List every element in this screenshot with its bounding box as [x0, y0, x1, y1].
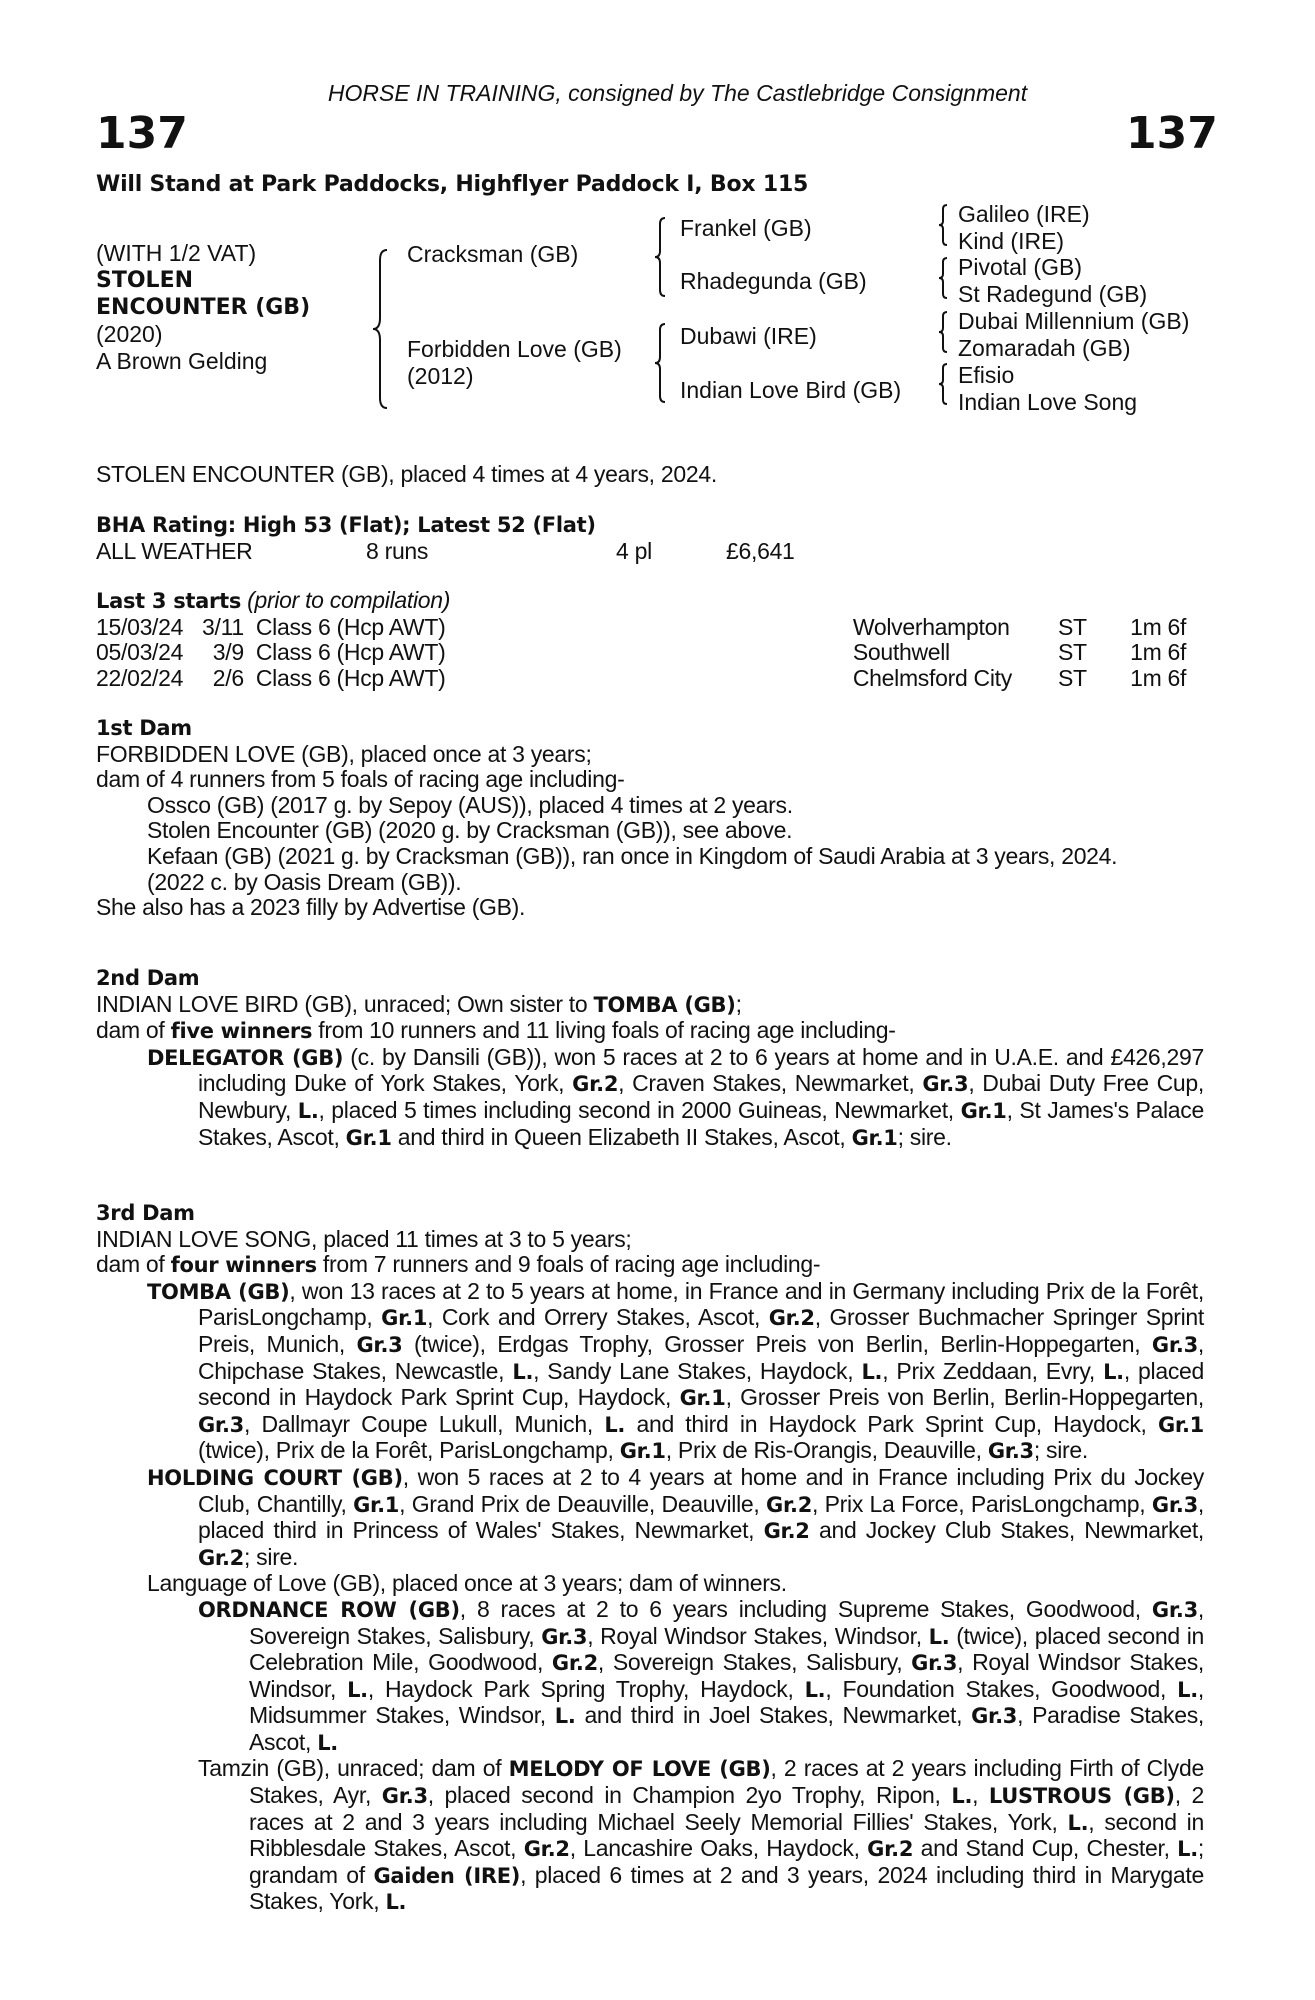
text-run: and Jockey Club Stakes, Newmarket,	[809, 1517, 1204, 1544]
rating-runs: 8 runs	[366, 537, 429, 564]
text-run: , Lancashire Oaks, Haydock,	[569, 1835, 868, 1862]
produce-item: Ossco (GB) (2017 g. by Sepoy (AUS)), placed 4 times at 2 years.	[147, 791, 793, 818]
bold-horse-name: MELODY OF LOVE (GB)	[508, 1757, 771, 1782]
bold-winners: five winners	[170, 1019, 313, 1044]
text-run: , placed third in Princess of Wales' Stakes, Newmarket,	[198, 1490, 1204, 1544]
brace-ggp-4	[936, 362, 950, 406]
text-run: , Sovereign Stakes, Salisbury,	[597, 1649, 912, 1676]
start-course: Wolverhampton	[852, 613, 1010, 640]
consignor-line: HORSE IN TRAINING, consigned by The Castlebridge Consignment	[327, 80, 1028, 106]
grade: Gr.3	[1151, 1597, 1198, 1622]
grade: Gr.3	[356, 1332, 403, 1357]
text-run: from 10 runners and 11 living foals of racing age including-	[312, 1017, 896, 1044]
text-run: , placed 5 times including second in 2000 Guineas, Newmarket,	[318, 1096, 961, 1123]
grade: L.	[861, 1359, 883, 1384]
text-run: , won 13 races at 2 to 5 years at home, in France and in Germany including Prix de la Forêt, ParisLongchamp,	[198, 1277, 1204, 1331]
text-run: INDIAN LOVE BIRD (GB), unraced; Own sister to	[96, 990, 594, 1017]
produce-item-tomba	[96, 1279, 1204, 1465]
start-pos: 2/6	[212, 664, 244, 691]
grade: Gr.3	[381, 1784, 428, 1809]
brace-ggp-2	[936, 256, 950, 300]
bold-horse-name: HOLDING COURT (GB)	[147, 1465, 403, 1490]
produce-item: (2022 c. by Oasis Dream (GB)).	[147, 868, 462, 895]
pedigree-dam-year: (2012)	[407, 363, 474, 389]
start-course: Chelmsford City	[852, 664, 1012, 691]
text-run: , Grosser Buchmacher Springer Sprint Preis, Munich,	[198, 1304, 1204, 1357]
race-summary: STOLEN ENCOUNTER (GB), placed 4 times at 4 years, 2024.	[96, 461, 717, 487]
second-dam-title: 2nd Dam	[96, 966, 200, 990]
text-run: (twice), Prix de la Forêt, ParisLongchamp,	[198, 1437, 620, 1464]
text-run: , Prix Zeddaan, Evry,	[882, 1357, 1104, 1384]
first-dam-line1: FORBIDDEN LOVE (GB), placed once at 3 years;	[96, 740, 592, 767]
last-starts-heading	[96, 588, 1204, 615]
grade: Gr.3	[1151, 1492, 1198, 1517]
grade: L.	[1177, 1837, 1198, 1862]
start-going: ST	[1058, 664, 1087, 691]
text-run: , Cork and Orrery Stakes, Ascot,	[427, 1304, 769, 1331]
grade: L.	[1177, 1677, 1198, 1702]
text-run: (twice), Erdgas Trophy, Grosser Preis von Berlin, Berlin-Hoppegarten,	[402, 1330, 1152, 1357]
text-run: Tamzin (GB), unraced; dam of	[198, 1755, 509, 1782]
vat-note: (WITH 1/2 VAT)	[96, 240, 257, 266]
produce-item-tamzin	[96, 1756, 1204, 1916]
text-run: dam of	[96, 1017, 171, 1044]
grade: Gr.3	[922, 1072, 969, 1097]
start-going: ST	[1058, 639, 1087, 666]
pedigree-sire-sire: Frankel (GB)	[680, 215, 812, 241]
start-pos: 3/9	[212, 639, 244, 666]
pedigree-sire-dam: Rhadegunda (GB)	[680, 268, 867, 294]
bold-horse-name: ORDNANCE ROW (GB)	[198, 1597, 460, 1622]
second-dam-section	[96, 966, 1204, 1151]
start-row	[96, 640, 1204, 666]
start-class: Class 6 (Hcp AWT)	[255, 664, 446, 691]
first-dam-footer: She also has a 2023 filly by Advertise (GB).	[96, 894, 526, 921]
bha-rating: BHA Rating: High 53 (Flat); Latest 52 (Flat)	[96, 513, 596, 537]
text-run: , Dallmayr Coupe Lukull, Munich,	[244, 1410, 605, 1437]
last-starts-table	[96, 615, 1204, 692]
start-class: Class 6 (Hcp AWT)	[255, 639, 446, 666]
bold-horse-name: TOMBA (GB)	[593, 992, 736, 1017]
start-course: Southwell	[852, 639, 950, 666]
start-class: Class 6 (Hcp AWT)	[255, 613, 446, 640]
rating-surface: ALL WEATHER	[96, 537, 253, 564]
text-run: dam of	[96, 1251, 171, 1278]
text-run: , placed second in Champion 2yo Trophy, Ripon,	[427, 1782, 952, 1809]
pedigree-dam: Forbidden Love (GB)	[407, 336, 622, 362]
brace-ggp-3	[936, 310, 950, 354]
text-run: , placed second in Haydock Park Sprint Cup, Haydock,	[198, 1357, 1205, 1411]
start-row	[96, 615, 1204, 641]
text-run: , Foundation Stakes, Goodwood,	[825, 1675, 1178, 1702]
text-run: , Sovereign Stakes, Salisbury,	[249, 1595, 1204, 1649]
grade: Gr.3	[911, 1651, 958, 1676]
grade: Gr.1	[345, 1125, 392, 1150]
horse-identity	[96, 240, 310, 375]
text-run: , Haydock Park Spring Trophy, Haydock,	[367, 1675, 805, 1702]
grade: L.	[512, 1359, 534, 1384]
grade: L.	[297, 1098, 319, 1123]
first-dam-section	[96, 716, 1204, 921]
text-run: ; sire.	[244, 1543, 299, 1570]
lot-number-left: 137	[96, 108, 188, 159]
text-run: , Grosser Preis von Berlin, Berlin-Hoppegarten,	[725, 1384, 1204, 1411]
pedigree-ggp-7: Efisio	[958, 362, 1015, 388]
bold-horse-name: LUSTROUS (GB)	[988, 1784, 1175, 1809]
text-run: , Dubai Duty Free Cup, Newbury,	[198, 1070, 1204, 1123]
grade: Gr.1	[851, 1125, 898, 1150]
brace-dam-parents	[652, 322, 668, 404]
grade: Gr.2	[523, 1837, 570, 1862]
text-run: , 2 races at 2 years including Firth of Clyde Stakes, Ayr,	[249, 1755, 1204, 1809]
brace-sire-parents	[652, 216, 668, 298]
brace-sire-dam	[370, 248, 390, 410]
grade: L.	[554, 1704, 576, 1729]
produce-item-holding-court	[96, 1465, 1204, 1571]
grade: Gr.3	[971, 1704, 1018, 1729]
text-run: (twice), placed second in Celebration Mile, Goodwood,	[249, 1622, 1204, 1676]
grade: L.	[1067, 1810, 1089, 1835]
text-run: , St James's Palace Stakes, Ascot,	[198, 1096, 1204, 1150]
last-starts	[96, 588, 1204, 691]
last-starts-title: Last 3 starts	[96, 589, 242, 613]
stand-location: Will Stand at Park Paddocks, Highflyer Paddock I, Box 115	[96, 172, 809, 197]
horse-description: A Brown Gelding	[96, 348, 268, 374]
horse-name-line2: ENCOUNTER (GB)	[96, 295, 311, 320]
rating-record-row	[96, 539, 1204, 565]
grade: Gr.2	[572, 1072, 619, 1097]
grade: Gr.3	[198, 1412, 244, 1437]
text-run: ,	[972, 1782, 989, 1809]
rating-block	[96, 513, 1204, 564]
horse-name-line1: STOLEN	[96, 268, 194, 293]
third-dam-title: 3rd Dam	[96, 1201, 195, 1225]
pedigree-ggp-8: Indian Love Song	[958, 389, 1138, 415]
grade: Gr.1	[381, 1306, 428, 1331]
start-date: 22/02/24	[96, 664, 184, 691]
rating-placed: 4 pl	[616, 537, 652, 564]
text-run: , second in Ribblesdale Stakes, Ascot,	[249, 1808, 1204, 1862]
first-dam-line2: dam of 4 runners from 5 foals of racing age including-	[96, 766, 625, 793]
third-dam-section	[96, 1201, 1204, 1916]
bold-winners: four winners	[170, 1253, 317, 1278]
grade: L.	[1103, 1359, 1124, 1384]
text-run: and third in Joel Stakes, Newmarket,	[575, 1702, 972, 1729]
text-run: , won 5 races at 2 to 4 years at home and in France including Prix du Jockey Club, Chantilly,	[198, 1463, 1204, 1517]
text-run: , placed 6 times at 2 and 3 years, 2024 including third in Marygate Stakes, York,	[249, 1861, 1204, 1915]
text-run: , 8 races at 2 to 6 years including Supreme Stakes, Goodwood,	[459, 1595, 1152, 1622]
grade: Gr.2	[867, 1837, 914, 1862]
grade: Gr.2	[763, 1519, 810, 1544]
produce-item: Kefaan (GB) (2021 g. by Cracksman (GB)), ran once in Kingdom of Saudi Arabia at 3 years, 2024.	[147, 842, 1118, 869]
text-run: , Paradise Stakes, Ascot,	[249, 1702, 1204, 1755]
pedigree-ggp-6: Zomaradah (GB)	[958, 335, 1131, 361]
text-run: , Chipchase Stakes, Newcastle,	[198, 1330, 1204, 1384]
text-run: , Prix de Ris-Orangis, Deauville,	[665, 1437, 988, 1464]
text-run: ; sire.	[1033, 1437, 1088, 1464]
produce-item-language-of-love: Language of Love (GB), placed once at 3 years; dam of winners.	[147, 1570, 787, 1597]
start-date: 15/03/24	[96, 613, 184, 640]
text-run: , Craven Stakes, Newmarket,	[618, 1070, 923, 1097]
text-run: and third in Haydock Park Sprint Cup, Haydock,	[625, 1410, 1158, 1437]
text-run: , Midsummer Stakes, Windsor,	[249, 1675, 1204, 1729]
grade: Gr.2	[551, 1651, 598, 1676]
last-starts-note: (prior to compilation)	[247, 587, 451, 613]
grade: Gr.1	[1158, 1412, 1204, 1437]
pedigree-ggp-5: Dubai Millennium (GB)	[958, 308, 1190, 334]
start-dist: 1m 6f	[1130, 613, 1187, 640]
pedigree-dam-sire: Dubawi (IRE)	[680, 323, 817, 349]
first-dam-title: 1st Dam	[96, 716, 192, 740]
rating-earnings: £6,641	[726, 537, 795, 564]
grade: L.	[951, 1784, 973, 1809]
grade: L.	[604, 1412, 626, 1437]
grade: Gr.3	[987, 1439, 1034, 1464]
pedigree-ggp-3: Pivotal (GB)	[958, 254, 1082, 280]
text-run: , Royal Windsor Stakes, Windsor,	[249, 1649, 1204, 1702]
grade: Gr.2	[766, 1492, 813, 1517]
second-dam-line1	[96, 992, 1204, 1019]
grade: Gr.1	[353, 1492, 400, 1517]
text-run: , Prix La Force, ParisLongchamp,	[812, 1490, 1152, 1517]
grade: L.	[385, 1890, 407, 1915]
lot-number-right: 137	[1126, 108, 1218, 159]
third-dam-line1: INDIAN LOVE SONG, placed 11 times at 3 to 5 years;	[96, 1225, 632, 1252]
grade: L.	[928, 1624, 950, 1649]
grade: Gr.2	[198, 1545, 244, 1570]
start-row	[96, 666, 1204, 692]
bold-horse-name: Gaiden (IRE)	[373, 1863, 521, 1888]
produce-item-delegator	[96, 1045, 1204, 1151]
produce-item: Stolen Encounter (GB) (2020 g. by Cracksman (GB)), see above.	[147, 817, 793, 844]
grade: L.	[804, 1677, 826, 1702]
pedigree-dam-dam: Indian Love Bird (GB)	[680, 377, 902, 403]
bold-horse-name: DELEGATOR (GB)	[147, 1045, 344, 1070]
text-run: ;	[735, 990, 742, 1017]
start-going: ST	[1058, 613, 1087, 640]
grade: Gr.1	[679, 1386, 726, 1411]
text-run: and third in Queen Elizabeth II Stakes, Ascot,	[391, 1123, 852, 1150]
start-pos: 3/11	[202, 613, 244, 640]
text-run: ; grandam of	[249, 1835, 1205, 1888]
grade: Gr.2	[768, 1306, 815, 1331]
text-run: , 2 races at 2 and 3 years including Michael Seely Memorial Fillies' Stakes, York,	[249, 1782, 1205, 1835]
text-run: , Grand Prix de Deauville, Deauville,	[399, 1490, 767, 1517]
third-dam-line2	[96, 1252, 1204, 1279]
text-run: (c. by Dansili (GB)), won 5 races at 2 to 6 years at home and in U.A.E. and £426,297 including Duke of York Stakes, York,	[198, 1043, 1204, 1097]
pedigree-ggp-4: St Radegund (GB)	[958, 281, 1148, 307]
pedigree-ggp-1: Galileo (IRE)	[958, 201, 1090, 227]
brace-ggp-1	[936, 203, 950, 247]
start-dist: 1m 6f	[1130, 664, 1187, 691]
horse-year: (2020)	[96, 321, 163, 347]
text-run: from 7 runners and 9 foals of racing age including-	[316, 1251, 821, 1278]
text-run: , Sandy Lane Stakes, Haydock,	[533, 1357, 862, 1384]
produce-item-ordnance-row	[96, 1597, 1204, 1757]
grade: Gr.3	[1151, 1332, 1198, 1357]
pedigree-ggp-2: Kind (IRE)	[958, 228, 1065, 254]
text-run: and Stand Cup, Chester,	[913, 1835, 1178, 1862]
grade: Gr.3	[541, 1624, 588, 1649]
second-dam-line2	[96, 1018, 1204, 1045]
text-run: , Royal Windsor Stakes, Windsor,	[587, 1622, 929, 1649]
grade: L.	[317, 1730, 338, 1755]
grade: L.	[347, 1677, 368, 1702]
start-dist: 1m 6f	[1130, 639, 1187, 666]
pedigree-sire: Cracksman (GB)	[407, 241, 579, 267]
grade: Gr.1	[619, 1439, 666, 1464]
grade: Gr.1	[960, 1098, 1007, 1123]
start-date: 05/03/24	[96, 639, 184, 666]
bold-horse-name: TOMBA (GB)	[147, 1279, 290, 1304]
text-run: ; sire.	[897, 1123, 952, 1150]
